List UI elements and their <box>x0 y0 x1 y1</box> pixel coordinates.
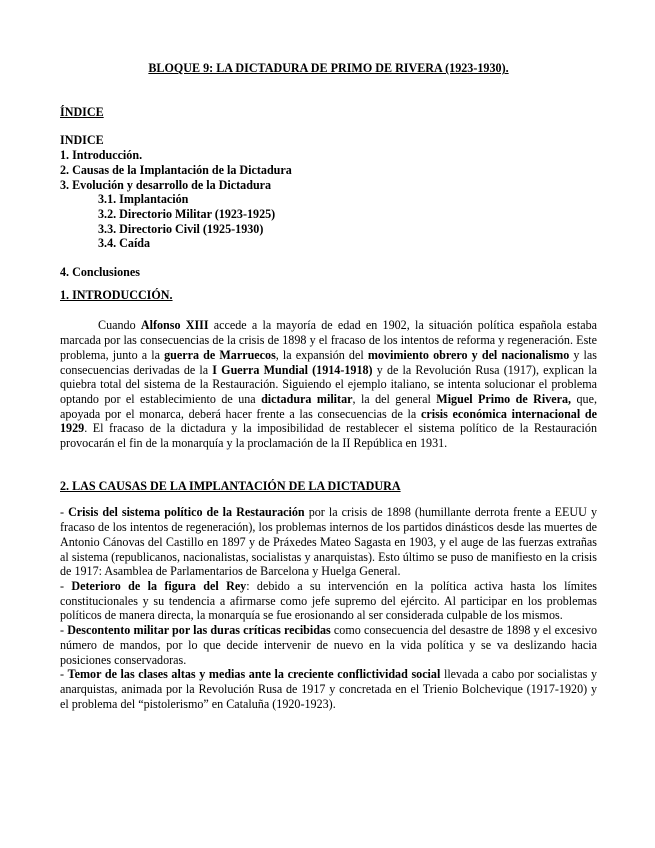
bold-text: Miguel Primo de Rivera, <box>436 391 572 406</box>
bold-text: movimiento obrero y del nacionalismo <box>367 347 570 362</box>
text-run: Cuando <box>98 318 141 333</box>
text-run: , la del general <box>352 391 437 406</box>
text-run: accede a la mayoría de edad en 1902, la situación política española estaba marcada por las consecuencias de la crisis de 1898 y el fracaso de los intentos de reforma y regeneración. Este problema, junto a la <box>60 318 597 362</box>
toc-item: 3. Evolución y desarrollo de la Dictadura <box>60 177 272 192</box>
text-run: - <box>60 505 69 520</box>
toc-subitem: 3.3. Directorio Civil (1925-1930) <box>98 221 264 236</box>
text-run: : debido a su intervención en la política activa hasta los límites constitucionales y su tendencia a afirmarse como jefe supremo del ejército. Al participar en los problemas políticos de manera directa, la monarquía se fue erosionando al ser considerada culpable de los mismos. <box>60 578 597 623</box>
text-run: por la crisis de 1898 (humillante derrota frente a EEUU y fracaso de los intentos de regeneración), los problemas internos de los partidos dinásticos desde las muertes de Antonio Cánovas del Castillo en 1897 y de Práxedes Mateo Sagasta en 1903, y el auge de las fuerzas extrañas al sistema (republicanos, nacionalistas, socialistas y anarquistas). Esto último se puso de manifiesto en la crisis de 1917: Asamblea de Parlamentarios de Barcelona y Huelga General. <box>60 505 597 579</box>
index-label: INDICE <box>60 133 104 148</box>
toc-subitem: 3.4. Caída <box>98 236 151 251</box>
section-2-heading: 2. LAS CAUSAS DE LA IMPLANTACIÓN DE LA DICTADURA <box>60 478 401 493</box>
document-title: BLOQUE 9: LA DICTADURA DE PRIMO DE RIVERA (1923-1930). <box>148 61 509 75</box>
causes-list <box>60 505 597 711</box>
text-run: . El fracaso de la dictadura y la imposibilidad de restablecer el sistema político de la Restauración provocarán el fin de la monarquía y la proclamación de la II República en 1931. <box>60 421 597 451</box>
text-run: - <box>60 578 72 593</box>
cause-item <box>60 667 597 711</box>
section-1-heading: 1. INTRODUCCIÓN. <box>60 287 173 302</box>
text-run: y de la Revolución Rusa (1917), explican la quiebra total del sistema de la Restauración. Siguiendo el ejemplo italiano, se intenta solucionar el problema optando por el establecimiento de una <box>60 362 597 406</box>
text-run: que, apoyada por el monarca, deberá hacer frente a las consecuencias de la <box>60 391 597 421</box>
text-run: - <box>60 623 68 638</box>
intro-paragraph <box>60 318 597 450</box>
bold-text: Temor de las clases altas y medias ante la creciente conflictividad social <box>67 667 441 682</box>
toc-item: 2. Causas de la Implantación de la Dictadura <box>60 162 292 177</box>
toc-conclusions: 4. Conclusiones <box>60 265 140 280</box>
bold-text: Crisis del sistema político de la Restauración <box>68 505 305 520</box>
bold-text: I Guerra Mundial (1914-1918) <box>212 362 373 377</box>
table-of-contents <box>60 148 597 251</box>
text-run: como consecuencia del desastre de 1898 y el excesivo número de mandos, por lo que decide intervenir de nuevo en la vida política y se va deslizando hacia posiciones conservadoras. <box>60 623 597 667</box>
bold-text: crisis económica internacional de 1929 <box>60 406 597 436</box>
index-heading: ÍNDICE <box>60 104 104 119</box>
bold-text: guerra de Marruecos <box>164 347 276 362</box>
cause-item <box>60 623 597 667</box>
text-run: , la expansión del <box>275 347 368 362</box>
bold-text: Alfonso XIII <box>140 318 209 333</box>
text-run: llevada a cabo por socialistas y anarquistas, animada por la Revolución Rusa de 1917 y concretada en el Trienio Bolchevique (1917-1920) y el problema del “pistolerismo” en Cataluña (1920-1923). <box>60 667 597 711</box>
text-run: y las consecuencias derivadas de la <box>60 347 597 377</box>
toc-subitem: 3.2. Directorio Militar (1923-1925) <box>98 206 276 221</box>
cause-item <box>60 579 597 623</box>
text-run: - <box>60 667 68 682</box>
toc-item: 1. Introducción. <box>60 148 143 163</box>
bold-text: Descontento militar por las duras críticas recibidas <box>67 623 331 638</box>
bold-text: Deterioro de la figura del Rey <box>71 578 247 593</box>
toc-subitem: 3.1. Implantación <box>98 192 189 207</box>
bold-text: dictadura militar <box>261 391 353 406</box>
cause-item <box>60 505 597 579</box>
